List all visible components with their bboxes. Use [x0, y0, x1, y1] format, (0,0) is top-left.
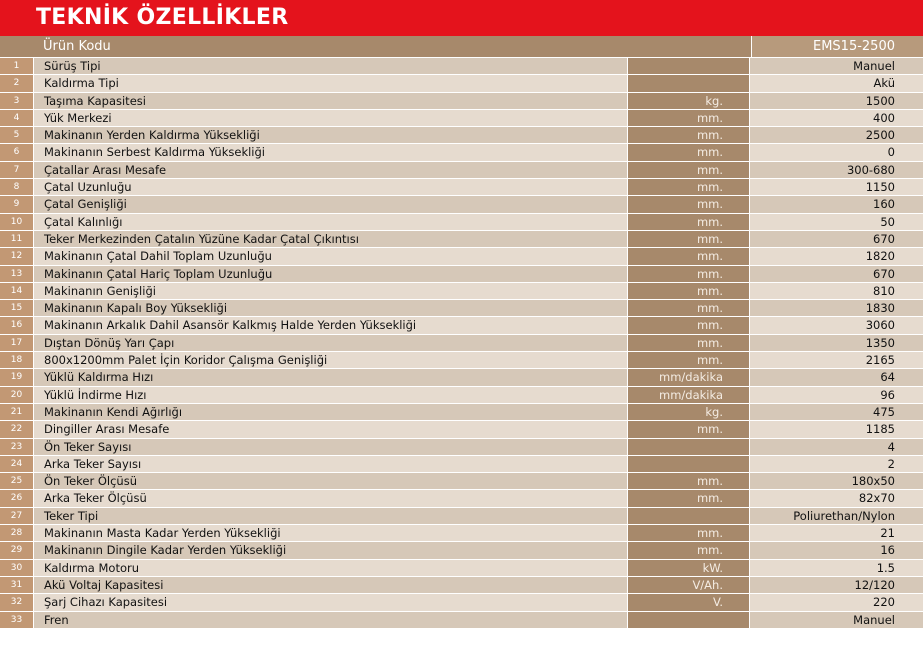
row-unit: mm. — [627, 214, 750, 230]
row-value: 670 — [750, 266, 923, 282]
table-row — [0, 369, 923, 386]
row-number: 24 — [0, 456, 34, 472]
row-value: 180x50 — [750, 473, 923, 489]
row-label: Makinanın Serbest Kaldırma Yüksekliği — [34, 144, 627, 160]
spec-table — [0, 58, 923, 629]
row-number: 17 — [0, 335, 34, 351]
row-label: Yüklü Kaldırma Hızı — [34, 369, 627, 385]
row-label: Çatal Genişliği — [34, 196, 627, 212]
table-row — [0, 58, 923, 75]
row-number: 32 — [0, 594, 34, 610]
row-value: 4 — [750, 439, 923, 455]
row-number: 31 — [0, 577, 34, 593]
row-number: 28 — [0, 525, 34, 541]
row-unit: mm. — [627, 473, 750, 489]
table-row — [0, 214, 923, 231]
table-row — [0, 196, 923, 213]
row-value: 64 — [750, 369, 923, 385]
row-number: 25 — [0, 473, 34, 489]
row-unit: mm. — [627, 110, 750, 126]
table-row — [0, 335, 923, 352]
row-unit — [627, 75, 750, 91]
row-value: Manuel — [750, 58, 923, 74]
table-row — [0, 612, 923, 629]
row-number: 2 — [0, 75, 34, 91]
table-row — [0, 473, 923, 490]
row-number: 26 — [0, 490, 34, 506]
table-row — [0, 387, 923, 404]
row-number: 23 — [0, 439, 34, 455]
row-label: Şarj Cihazı Kapasitesi — [34, 594, 627, 610]
table-row — [0, 179, 923, 196]
row-label: Dıştan Dönüş Yarı Çapı — [34, 335, 627, 351]
table-row — [0, 490, 923, 507]
row-unit: mm. — [627, 317, 750, 333]
row-unit — [627, 456, 750, 472]
row-unit: mm. — [627, 144, 750, 160]
row-unit: mm. — [627, 352, 750, 368]
row-value: 400 — [750, 110, 923, 126]
row-unit — [627, 508, 750, 524]
table-row — [0, 144, 923, 161]
row-label: Akü Voltaj Kapasitesi — [34, 577, 627, 593]
row-value: 1350 — [750, 335, 923, 351]
row-number: 30 — [0, 560, 34, 576]
row-value: 96 — [750, 387, 923, 403]
row-number: 5 — [0, 127, 34, 143]
row-value: 810 — [750, 283, 923, 299]
row-unit: mm. — [627, 196, 750, 212]
row-number: 14 — [0, 283, 34, 299]
table-row — [0, 439, 923, 456]
table-row — [0, 542, 923, 559]
row-label: Makinanın Çatal Hariç Toplam Uzunluğu — [34, 266, 627, 282]
row-unit: mm. — [627, 283, 750, 299]
row-value: 300-680 — [750, 162, 923, 178]
table-row — [0, 266, 923, 283]
row-value: 160 — [750, 196, 923, 212]
row-label: Çatallar Arası Mesafe — [34, 162, 627, 178]
page-title: TEKNİK ÖZELLİKLER — [36, 5, 289, 30]
row-value: 0 — [750, 144, 923, 160]
row-value: 2165 — [750, 352, 923, 368]
row-label: Teker Tipi — [34, 508, 627, 524]
row-unit: mm. — [627, 421, 750, 437]
row-number: 10 — [0, 214, 34, 230]
row-value: 1.5 — [750, 560, 923, 576]
row-number: 15 — [0, 300, 34, 316]
row-label: Ön Teker Sayısı — [34, 439, 627, 455]
row-number: 8 — [0, 179, 34, 195]
row-value: 2500 — [750, 127, 923, 143]
row-unit: mm. — [627, 179, 750, 195]
table-row — [0, 508, 923, 525]
table-row — [0, 162, 923, 179]
row-label: Teker Merkezinden Çatalın Yüzüne Kadar Çatal Çıkıntısı — [34, 231, 627, 247]
row-unit: mm. — [627, 300, 750, 316]
table-row — [0, 404, 923, 421]
table-row — [0, 93, 923, 110]
row-label: Fren — [34, 612, 627, 628]
row-number: 3 — [0, 93, 34, 109]
row-value: 1150 — [750, 179, 923, 195]
row-unit: mm. — [627, 127, 750, 143]
row-value: 670 — [750, 231, 923, 247]
row-unit: mm/dakika — [627, 387, 750, 403]
row-number: 27 — [0, 508, 34, 524]
table-row — [0, 352, 923, 369]
row-unit: mm. — [627, 162, 750, 178]
row-unit: kW. — [627, 560, 750, 576]
row-number: 1 — [0, 58, 34, 74]
row-number: 18 — [0, 352, 34, 368]
row-label: Makinanın Yerden Kaldırma Yüksekliği — [34, 127, 627, 143]
row-label: Çatal Uzunluğu — [34, 179, 627, 195]
row-number: 19 — [0, 369, 34, 385]
row-number: 13 — [0, 266, 34, 282]
row-label: Makinanın Masta Kadar Yerden Yüksekliği — [34, 525, 627, 541]
row-unit: mm. — [627, 335, 750, 351]
row-label: Makinanın Dingile Kadar Yerden Yüksekliği — [34, 542, 627, 558]
table-row — [0, 421, 923, 438]
table-row — [0, 317, 923, 334]
row-label: Arka Teker Sayısı — [34, 456, 627, 472]
row-number: 7 — [0, 162, 34, 178]
row-label: Makinanın Arkalık Dahil Asansör Kalkmış Halde Yerden Yüksekliği — [34, 317, 627, 333]
row-number: 11 — [0, 231, 34, 247]
row-unit — [627, 612, 750, 628]
row-unit: mm. — [627, 542, 750, 558]
row-number: 9 — [0, 196, 34, 212]
row-value: 1500 — [750, 93, 923, 109]
table-row — [0, 300, 923, 317]
row-label: Makinanın Kendi Ağırlığı — [34, 404, 627, 420]
table-row — [0, 231, 923, 248]
row-label: Yük Merkezi — [34, 110, 627, 126]
row-unit: V. — [627, 594, 750, 610]
header-row — [0, 36, 923, 57]
row-label: Taşıma Kapasitesi — [34, 93, 627, 109]
row-label: Sürüş Tipi — [34, 58, 627, 74]
row-unit: kg. — [627, 404, 750, 420]
row-label: 800x1200mm Palet İçin Koridor Çalışma Genişliği — [34, 352, 627, 368]
row-number: 6 — [0, 144, 34, 160]
row-label: Arka Teker Ölçüsü — [34, 490, 627, 506]
header-value: EMS15-2500 — [751, 36, 923, 57]
table-row — [0, 110, 923, 127]
row-number: 20 — [0, 387, 34, 403]
row-label: Kaldırma Tipi — [34, 75, 627, 91]
row-unit: mm/dakika — [627, 369, 750, 385]
table-row — [0, 525, 923, 542]
row-unit: mm. — [627, 525, 750, 541]
row-value: 220 — [750, 594, 923, 610]
table-row — [0, 283, 923, 300]
row-label: Yüklü İndirme Hızı — [34, 387, 627, 403]
table-row — [0, 560, 923, 577]
header-label: Ürün Kodu — [43, 39, 111, 54]
row-number: 12 — [0, 248, 34, 264]
row-label: Kaldırma Motoru — [34, 560, 627, 576]
row-unit: mm. — [627, 231, 750, 247]
table-row — [0, 594, 923, 611]
row-label: Makinanın Kapalı Boy Yüksekliği — [34, 300, 627, 316]
row-number: 4 — [0, 110, 34, 126]
table-row — [0, 577, 923, 594]
row-value: 12/120 — [750, 577, 923, 593]
row-value: 50 — [750, 214, 923, 230]
row-label: Çatal Kalınlığı — [34, 214, 627, 230]
row-unit: kg. — [627, 93, 750, 109]
row-value: 16 — [750, 542, 923, 558]
row-number: 22 — [0, 421, 34, 437]
row-number: 33 — [0, 612, 34, 628]
row-label: Makinanın Çatal Dahil Toplam Uzunluğu — [34, 248, 627, 264]
row-label: Dingiller Arası Mesafe — [34, 421, 627, 437]
row-value: 82x70 — [750, 490, 923, 506]
table-row — [0, 248, 923, 265]
table-row — [0, 456, 923, 473]
table-row — [0, 127, 923, 144]
row-value: Akü — [750, 75, 923, 91]
row-unit: mm. — [627, 490, 750, 506]
row-value: 3060 — [750, 317, 923, 333]
table-row — [0, 75, 923, 92]
row-label: Ön Teker Ölçüsü — [34, 473, 627, 489]
row-number: 29 — [0, 542, 34, 558]
row-value: 21 — [750, 525, 923, 541]
row-value: 2 — [750, 456, 923, 472]
row-unit — [627, 439, 750, 455]
row-number: 21 — [0, 404, 34, 420]
row-unit: mm. — [627, 266, 750, 282]
row-number: 16 — [0, 317, 34, 333]
row-unit — [627, 58, 750, 74]
row-value: Poliurethan/Nylon — [750, 508, 923, 524]
row-value: 475 — [750, 404, 923, 420]
row-value: 1820 — [750, 248, 923, 264]
row-value: Manuel — [750, 612, 923, 628]
row-unit: mm. — [627, 248, 750, 264]
row-value: 1185 — [750, 421, 923, 437]
row-unit: V/Ah. — [627, 577, 750, 593]
title-bar — [0, 0, 923, 36]
row-label: Makinanın Genişliği — [34, 283, 627, 299]
row-value: 1830 — [750, 300, 923, 316]
